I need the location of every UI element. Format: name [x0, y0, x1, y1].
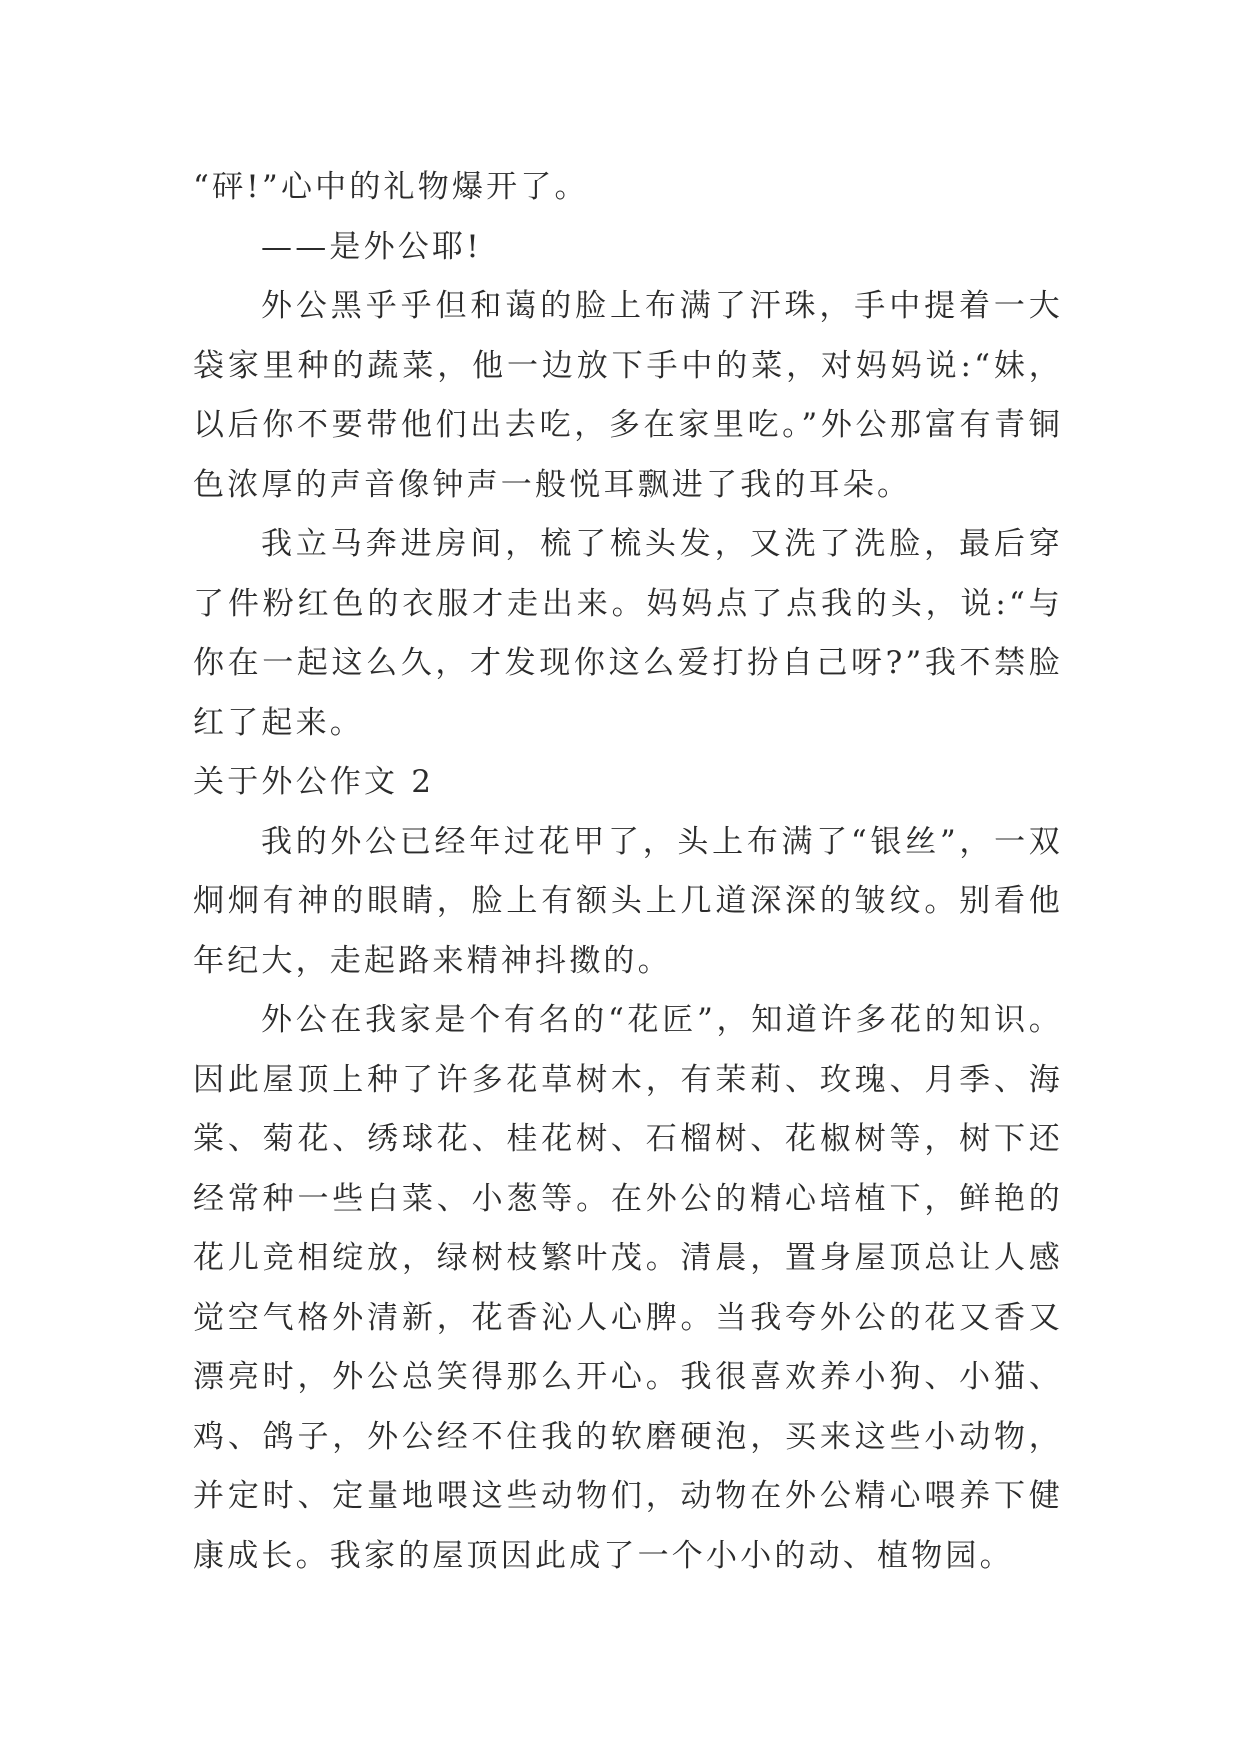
paragraph-1: “砰!”心中的礼物爆开了。 [193, 169, 589, 205]
paragraph-5: 我的外公已经年过花甲了，头上布满了“银丝”，一双炯炯有神的眼睛，脸上有额头上几道深深的皱纹。别看他年纪大，走起路来精神抖擞的。 [193, 823, 1063, 979]
paragraph-2: ——是外公耶! [261, 228, 482, 265]
section-heading: 关于外公作文 2 [193, 764, 435, 800]
paragraph-4: 我立马奔进房间，梳了梳头发，又洗了洗脸，最后穿了件粉红色的衣服才走出来。妈妈点了点我的头，说:“与你在一起这么久，才发现你这么爱打扮自己呀?”我不禁脸红了起来。 [193, 526, 1063, 741]
paragraph-3: 外公黑乎乎但和蔼的脸上布满了汗珠，手中提着一大袋家里种的蔬菜，他一边放下手中的菜，对妈妈说:“妹，以后你不要带他们出去吃，多在家里吃。”外公那富有青铜色浓厚的声音像钟声一般悦耳飘进了我的耳朵。 [193, 288, 1063, 503]
document-body [193, 158, 1063, 1586]
paragraph-6: 外公在我家是个有名的“花匠”，知道许多花的知识。因此屋顶上种了许多花草树木，有茉莉、玫瑰、月季、海棠、菊花、绣球花、桂花树、石榴树、花椒树等，树下还经常种一些白菜、小葱等。在外公的精心培植下，鲜艳的花儿竞相绽放，绿树枝繁叶茂。清晨，置身屋顶总让人感觉空气格外清新，花香沁人心脾。当我夸外公的花又香又漂亮时，外公总笑得那么开心。我很喜欢养小狗、小猫、鸡、鸽子，外公经不住我的软磨硬泡，买来这些小动物，并定时、定量地喂这些动物们，动物在外公精心喂养下健康成长。我家的屋顶因此成了一个小小的动、植物园。 [193, 1002, 1063, 1574]
